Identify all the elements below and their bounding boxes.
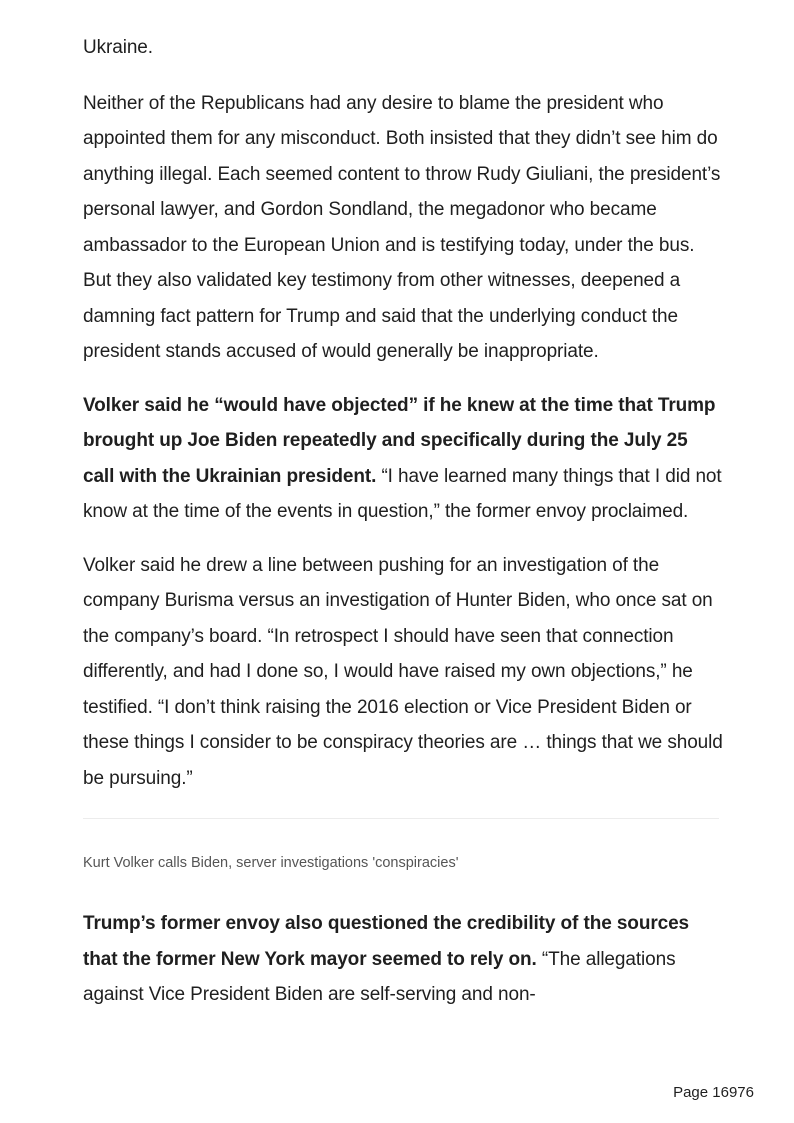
paragraph-volker-objected	[83, 388, 723, 530]
article-body	[83, 30, 723, 1031]
paragraph-volker-objected-lead: Volker said he “would have objected” if he knew at the time that Trump brought up Joe Biden repeatedly and specifically during the July 25 call with the Ukrainian president.	[83, 394, 716, 487]
divider	[83, 818, 719, 819]
page-number: Page 16976	[673, 1084, 754, 1101]
paragraph-fragment-top: Ukraine.	[83, 37, 153, 58]
paragraph-envoy-credibility-rest: “The allegations against Vice President Biden are self-serving and non-	[83, 948, 676, 1005]
paragraph-volker-line: Volker said he drew a line between pushing for an investigation of the company Burisma versus an investigation of Hunter Biden, who once sat on the company’s board. “In retrospect I should have seen that connection differently, and had I done so, I would have raised my own objections,” he testified. “I don’t think raising the 2016 election or Vice President Biden or these things I consider to be conspiracy theories are … things that we should be pursuing.”	[83, 554, 723, 789]
paragraph-republicans: Neither of the Republicans had any desire to blame the president who appointed them for any misconduct. Both insisted that they didn’t see him do anything illegal. Each seemed content to throw Rudy Giuliani, the president’s personal lawyer, and Gordon Sondland, the megadonor who became ambassador to the European Union and is testifying today, under the bus. But they also validated key testimony from other witnesses, deepened a damning fact pattern for Trump and said that the underlying conduct the president stands accused of would generally be inappropriate.	[83, 92, 721, 362]
paragraph-envoy-credibility-lead: Trump’s former envoy also questioned the credibility of the sources that the former New York mayor seemed to rely on.	[83, 913, 690, 970]
video-caption: Kurt Volker calls Biden, server investigations 'conspiracies'	[83, 855, 459, 871]
paragraph-volker-objected-rest: “I have learned many things that I did not know at the time of the events in question,” the former envoy proclaimed.	[83, 465, 722, 522]
paragraph-envoy-credibility	[83, 906, 723, 1013]
